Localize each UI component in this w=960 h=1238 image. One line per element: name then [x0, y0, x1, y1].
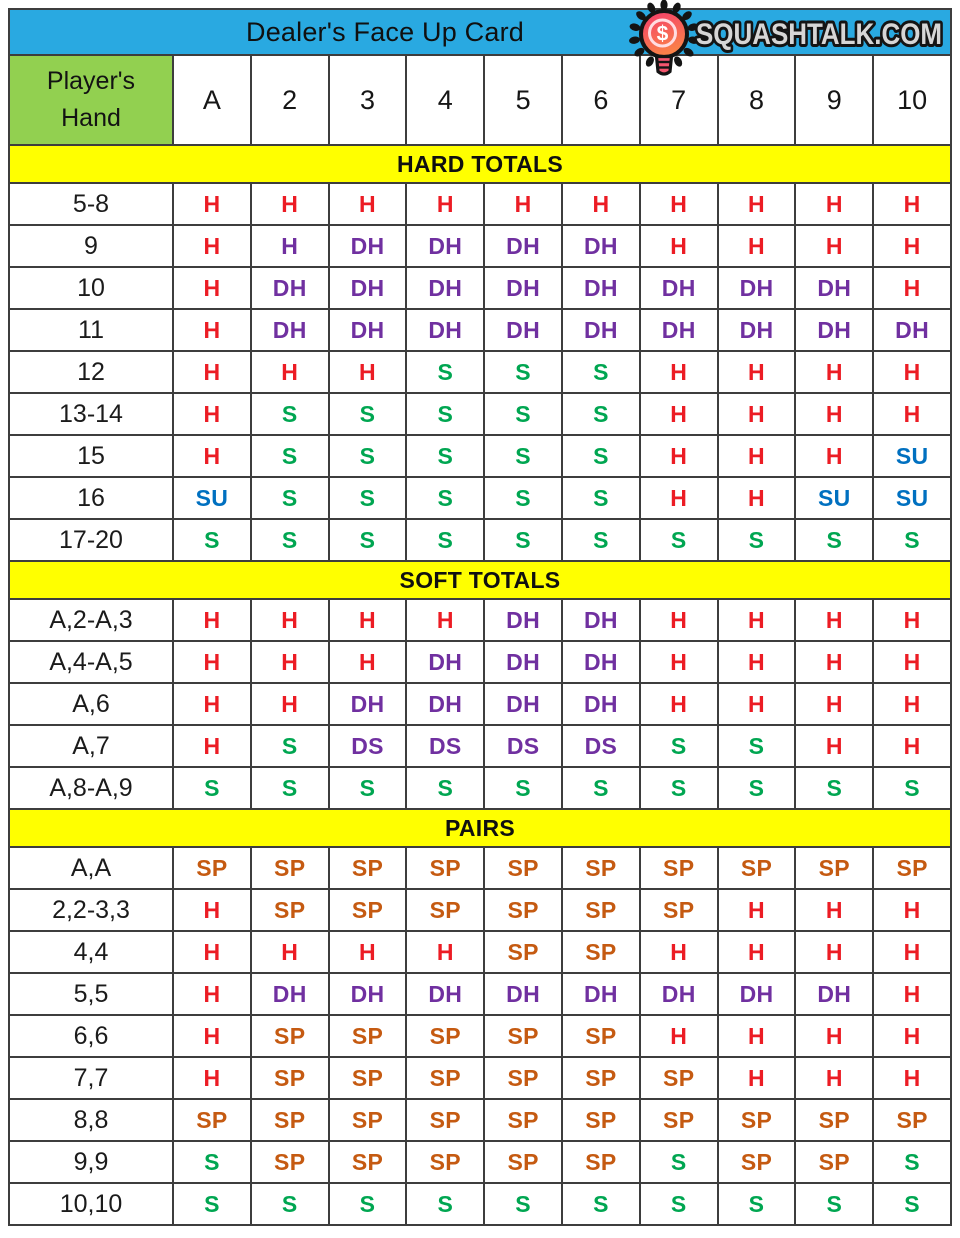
strategy-cell: H: [874, 600, 950, 640]
strategy-cell: S: [796, 520, 872, 560]
strategy-cell: H: [174, 726, 250, 766]
strategy-cell: S: [796, 768, 872, 808]
strategy-cell: SP: [563, 890, 639, 930]
strategy-cell: SP: [485, 1100, 561, 1140]
strategy-cell: H: [874, 268, 950, 308]
row-hand-label: A,8-A,9: [10, 768, 172, 808]
strategy-cell: SP: [330, 1142, 406, 1182]
strategy-cell: H: [719, 1058, 795, 1098]
strategy-cell: S: [252, 1184, 328, 1224]
strategy-cell: S: [719, 768, 795, 808]
column-header-10: 10: [874, 56, 950, 144]
row-hand-label: A,A: [10, 848, 172, 888]
strategy-cell: H: [796, 1058, 872, 1098]
strategy-cell: SU: [874, 436, 950, 476]
strategy-cell: H: [719, 184, 795, 224]
strategy-cell: S: [485, 768, 561, 808]
column-header-7: 7: [641, 56, 717, 144]
column-header-9: 9: [796, 56, 872, 144]
strategy-cell: S: [719, 1184, 795, 1224]
column-header-5: 5: [485, 56, 561, 144]
row-hand-label: 10,10: [10, 1184, 172, 1224]
row-hand-label: 10: [10, 268, 172, 308]
strategy-cell: SP: [407, 1016, 483, 1056]
strategy-cell: H: [641, 684, 717, 724]
strategy-cell: H: [796, 394, 872, 434]
strategy-cell: S: [330, 520, 406, 560]
strategy-cell: H: [719, 890, 795, 930]
strategy-cell: H: [796, 890, 872, 930]
strategy-cell: H: [252, 184, 328, 224]
strategy-cell: H: [796, 684, 872, 724]
strategy-cell: H: [796, 726, 872, 766]
strategy-cell: H: [641, 1016, 717, 1056]
strategy-cell: SP: [252, 1016, 328, 1056]
strategy-cell: SP: [485, 1016, 561, 1056]
strategy-cell: DH: [485, 974, 561, 1014]
strategy-cell: SP: [641, 890, 717, 930]
strategy-cell: SP: [330, 1016, 406, 1056]
strategy-cell: S: [563, 394, 639, 434]
strategy-cell: DH: [485, 226, 561, 266]
strategy-cell: DH: [330, 684, 406, 724]
strategy-cell: H: [407, 600, 483, 640]
strategy-cell: H: [252, 932, 328, 972]
strategy-cell: DH: [252, 310, 328, 350]
strategy-cell: DH: [563, 974, 639, 1014]
player-hand-corner-cell: [10, 56, 172, 144]
strategy-cell: H: [330, 184, 406, 224]
strategy-cell: S: [330, 768, 406, 808]
strategy-cell: S: [252, 436, 328, 476]
strategy-cell: SP: [796, 1100, 872, 1140]
strategy-cell: SP: [563, 1100, 639, 1140]
strategy-cell: H: [174, 436, 250, 476]
strategy-cell: H: [874, 932, 950, 972]
strategy-cell: DH: [330, 310, 406, 350]
strategy-cell: H: [874, 226, 950, 266]
strategy-cell: S: [485, 1184, 561, 1224]
strategy-cell: S: [407, 394, 483, 434]
row-hand-label: 11: [10, 310, 172, 350]
strategy-cell: DH: [407, 226, 483, 266]
strategy-cell: SP: [174, 848, 250, 888]
strategy-cell: H: [174, 600, 250, 640]
strategy-cell: SP: [252, 1142, 328, 1182]
column-header-2: 2: [252, 56, 328, 144]
strategy-cell: H: [719, 932, 795, 972]
strategy-cell: H: [174, 932, 250, 972]
strategy-cell: H: [796, 1016, 872, 1056]
strategy-cell: H: [174, 684, 250, 724]
row-hand-label: 6,6: [10, 1016, 172, 1056]
strategy-cell: S: [407, 768, 483, 808]
dealer-header-title: Dealer's Face Up Card: [246, 16, 524, 47]
strategy-cell: SP: [874, 1100, 950, 1140]
strategy-cell: SP: [485, 848, 561, 888]
strategy-cell: S: [641, 768, 717, 808]
strategy-cell: S: [252, 520, 328, 560]
strategy-cell: S: [719, 520, 795, 560]
strategy-cell: S: [330, 394, 406, 434]
strategy-cell: S: [330, 436, 406, 476]
strategy-cell: SP: [641, 1058, 717, 1098]
strategy-cell: H: [796, 642, 872, 682]
strategy-cell: S: [874, 1184, 950, 1224]
strategy-cell: H: [174, 310, 250, 350]
row-hand-label: 8,8: [10, 1100, 172, 1140]
strategy-cell: H: [407, 184, 483, 224]
strategy-cell: S: [719, 726, 795, 766]
strategy-cell: H: [641, 932, 717, 972]
strategy-cell: SP: [330, 848, 406, 888]
strategy-cell: SU: [174, 478, 250, 518]
strategy-cell: DH: [796, 974, 872, 1014]
strategy-cell: DH: [407, 974, 483, 1014]
strategy-cell: SU: [796, 478, 872, 518]
strategy-cell: H: [174, 890, 250, 930]
logo-text: SQUASHTALK.COM: [696, 18, 942, 51]
strategy-cell: H: [252, 684, 328, 724]
strategy-cell: DH: [641, 974, 717, 1014]
strategy-cell: SP: [641, 848, 717, 888]
strategy-cell: DS: [407, 726, 483, 766]
strategy-cell: H: [796, 932, 872, 972]
strategy-cell: SP: [485, 932, 561, 972]
strategy-cell: S: [174, 768, 250, 808]
strategy-cell: H: [719, 394, 795, 434]
strategy-cell: S: [174, 520, 250, 560]
strategy-cell: S: [641, 1184, 717, 1224]
strategy-cell: S: [407, 436, 483, 476]
strategy-cell: S: [407, 1184, 483, 1224]
strategy-cell: SP: [252, 848, 328, 888]
strategy-cell: SP: [719, 1142, 795, 1182]
strategy-cell: H: [485, 184, 561, 224]
strategy-cell: SP: [563, 1142, 639, 1182]
row-hand-label: A,7: [10, 726, 172, 766]
strategy-cell: S: [485, 436, 561, 476]
strategy-cell: H: [174, 394, 250, 434]
squashtalk-logo: [626, 1, 948, 87]
strategy-cell: H: [874, 726, 950, 766]
strategy-cell: DH: [407, 310, 483, 350]
strategy-cell: H: [641, 478, 717, 518]
strategy-cell: SP: [563, 1058, 639, 1098]
strategy-cell: S: [485, 394, 561, 434]
strategy-cell: H: [874, 642, 950, 682]
strategy-cell: S: [563, 1184, 639, 1224]
strategy-cell: H: [641, 352, 717, 392]
strategy-cell: DH: [407, 268, 483, 308]
strategy-cell: S: [407, 520, 483, 560]
strategy-cell: H: [174, 226, 250, 266]
section-header-hard-totals: HARD TOTALS: [10, 146, 950, 182]
strategy-cell: S: [252, 478, 328, 518]
row-hand-label: 5-8: [10, 184, 172, 224]
strategy-cell: SP: [563, 848, 639, 888]
strategy-cell: SP: [641, 1100, 717, 1140]
row-hand-label: 4,4: [10, 932, 172, 972]
column-header-6: 6: [563, 56, 639, 144]
strategy-cell: DH: [796, 268, 872, 308]
strategy-cell: DH: [330, 226, 406, 266]
strategy-cell: H: [796, 184, 872, 224]
strategy-cell: SP: [252, 890, 328, 930]
strategy-cell: H: [719, 352, 795, 392]
lightbulb-dollar-icon: [628, 0, 699, 74]
strategy-cell: H: [174, 974, 250, 1014]
strategy-cell: H: [252, 352, 328, 392]
row-hand-label: A,6: [10, 684, 172, 724]
strategy-cell: DH: [874, 310, 950, 350]
strategy-cell: H: [330, 352, 406, 392]
strategy-cell: SP: [407, 1058, 483, 1098]
strategy-cell: DH: [641, 268, 717, 308]
strategy-cell: H: [174, 184, 250, 224]
strategy-cell: H: [641, 436, 717, 476]
strategy-cell: S: [641, 1142, 717, 1182]
strategy-cell: SU: [874, 478, 950, 518]
strategy-cell: SP: [485, 890, 561, 930]
strategy-cell: H: [719, 226, 795, 266]
strategy-cell: SP: [252, 1100, 328, 1140]
strategy-cell: H: [719, 436, 795, 476]
strategy-cell: H: [407, 932, 483, 972]
strategy-cell: S: [796, 1184, 872, 1224]
strategy-cell: SP: [796, 1142, 872, 1182]
strategy-cell: H: [641, 184, 717, 224]
strategy-cell: SP: [796, 848, 872, 888]
strategy-cell: H: [252, 642, 328, 682]
strategy-cell: H: [719, 600, 795, 640]
row-hand-label: 15: [10, 436, 172, 476]
strategy-cell: SP: [485, 1142, 561, 1182]
strategy-cell: DH: [641, 310, 717, 350]
section-header-pairs: PAIRS: [10, 810, 950, 846]
dealer-header-bar: [10, 10, 950, 54]
strategy-cell: S: [252, 768, 328, 808]
strategy-cell: DH: [563, 642, 639, 682]
strategy-cell: SP: [874, 848, 950, 888]
strategy-cell: H: [174, 1058, 250, 1098]
player-hand-label-line1: Player's: [46, 67, 136, 95]
strategy-cell: S: [407, 478, 483, 518]
strategy-cell: DH: [252, 974, 328, 1014]
strategy-cell: S: [485, 520, 561, 560]
strategy-cell: S: [641, 520, 717, 560]
strategy-cell: DH: [485, 642, 561, 682]
strategy-cell: H: [719, 478, 795, 518]
strategy-cell: DS: [330, 726, 406, 766]
row-hand-label: 5,5: [10, 974, 172, 1014]
strategy-cell: H: [641, 226, 717, 266]
strategy-cell: DH: [719, 310, 795, 350]
strategy-cell: DH: [407, 684, 483, 724]
strategy-cell: DH: [485, 268, 561, 308]
row-hand-label: 2,2-3,3: [10, 890, 172, 930]
strategy-cell: H: [874, 352, 950, 392]
row-hand-label: 13-14: [10, 394, 172, 434]
strategy-cell: S: [174, 1142, 250, 1182]
strategy-cell: H: [641, 642, 717, 682]
column-header-4: 4: [407, 56, 483, 144]
strategy-cell: S: [252, 726, 328, 766]
strategy-cell: H: [796, 600, 872, 640]
strategy-cell: S: [330, 1184, 406, 1224]
strategy-cell: DH: [719, 974, 795, 1014]
strategy-cell: SP: [563, 932, 639, 972]
strategy-cell: S: [563, 520, 639, 560]
row-hand-label: 12: [10, 352, 172, 392]
strategy-cell: DH: [407, 642, 483, 682]
strategy-cell: DS: [563, 726, 639, 766]
strategy-cell: S: [874, 768, 950, 808]
row-hand-label: 9,9: [10, 1142, 172, 1182]
strategy-cell: H: [563, 184, 639, 224]
strategy-cell: H: [796, 352, 872, 392]
strategy-cell: H: [719, 642, 795, 682]
strategy-cell: S: [563, 478, 639, 518]
strategy-cell: S: [174, 1184, 250, 1224]
strategy-cell: H: [874, 890, 950, 930]
row-hand-label: 16: [10, 478, 172, 518]
strategy-cell: DH: [563, 310, 639, 350]
player-hand-label-line2: Hand: [61, 104, 121, 132]
strategy-cell: S: [874, 520, 950, 560]
strategy-cell: H: [719, 1016, 795, 1056]
strategy-cell: H: [874, 394, 950, 434]
strategy-cell: H: [874, 684, 950, 724]
strategy-cell: H: [796, 226, 872, 266]
strategy-cell: S: [330, 478, 406, 518]
strategy-cell: SP: [330, 1058, 406, 1098]
strategy-cell: H: [874, 1016, 950, 1056]
strategy-cell: H: [874, 1058, 950, 1098]
row-hand-label: A,2-A,3: [10, 600, 172, 640]
strategy-cell: H: [174, 268, 250, 308]
strategy-cell: S: [485, 478, 561, 518]
strategy-cell: H: [330, 642, 406, 682]
strategy-cell: SP: [330, 1100, 406, 1140]
column-header-3: 3: [330, 56, 406, 144]
strategy-cell: SP: [719, 1100, 795, 1140]
strategy-cell: SP: [407, 1100, 483, 1140]
strategy-cell: SP: [407, 1142, 483, 1182]
strategy-cell: H: [330, 600, 406, 640]
strategy-cell: SP: [407, 890, 483, 930]
row-hand-label: 17-20: [10, 520, 172, 560]
strategy-table: [8, 8, 952, 1226]
strategy-cell: SP: [330, 890, 406, 930]
strategy-cell: SP: [407, 848, 483, 888]
strategy-cell: DH: [563, 226, 639, 266]
strategy-cell: DH: [485, 600, 561, 640]
strategy-cell: H: [641, 394, 717, 434]
strategy-cell: DH: [330, 974, 406, 1014]
strategy-cell: DH: [485, 310, 561, 350]
strategy-cell: DH: [252, 268, 328, 308]
strategy-cell: DH: [719, 268, 795, 308]
strategy-cell: DH: [796, 310, 872, 350]
row-hand-label: 7,7: [10, 1058, 172, 1098]
strategy-cell: H: [252, 226, 328, 266]
strategy-cell: DH: [485, 684, 561, 724]
strategy-cell: S: [563, 352, 639, 392]
row-hand-label: A,4-A,5: [10, 642, 172, 682]
strategy-cell: SP: [174, 1100, 250, 1140]
strategy-cell: H: [174, 642, 250, 682]
strategy-cell: S: [252, 394, 328, 434]
strategy-cell: H: [719, 684, 795, 724]
dollar-sign-glyph: $: [656, 22, 669, 46]
column-header-A: A: [174, 56, 250, 144]
strategy-cell: S: [563, 768, 639, 808]
strategy-cell: SP: [252, 1058, 328, 1098]
strategy-cell: DH: [563, 684, 639, 724]
strategy-cell: H: [796, 436, 872, 476]
strategy-cell: DH: [563, 268, 639, 308]
strategy-cell: H: [252, 600, 328, 640]
strategy-cell: S: [563, 436, 639, 476]
strategy-cell: H: [174, 352, 250, 392]
strategy-cell: H: [330, 932, 406, 972]
column-header-8: 8: [719, 56, 795, 144]
strategy-cell: DH: [330, 268, 406, 308]
strategy-cell: S: [641, 726, 717, 766]
strategy-cell: SP: [719, 848, 795, 888]
strategy-cell: H: [641, 600, 717, 640]
strategy-cell: SP: [485, 1058, 561, 1098]
strategy-cell: DH: [563, 600, 639, 640]
strategy-cell: DS: [485, 726, 561, 766]
strategy-cell: S: [485, 352, 561, 392]
strategy-cell: S: [874, 1142, 950, 1182]
strategy-cell: H: [874, 974, 950, 1014]
strategy-cell: H: [174, 1016, 250, 1056]
strategy-cell: S: [407, 352, 483, 392]
row-hand-label: 9: [10, 226, 172, 266]
section-header-soft-totals: SOFT TOTALS: [10, 562, 950, 598]
strategy-cell: H: [874, 184, 950, 224]
strategy-cell: SP: [563, 1016, 639, 1056]
